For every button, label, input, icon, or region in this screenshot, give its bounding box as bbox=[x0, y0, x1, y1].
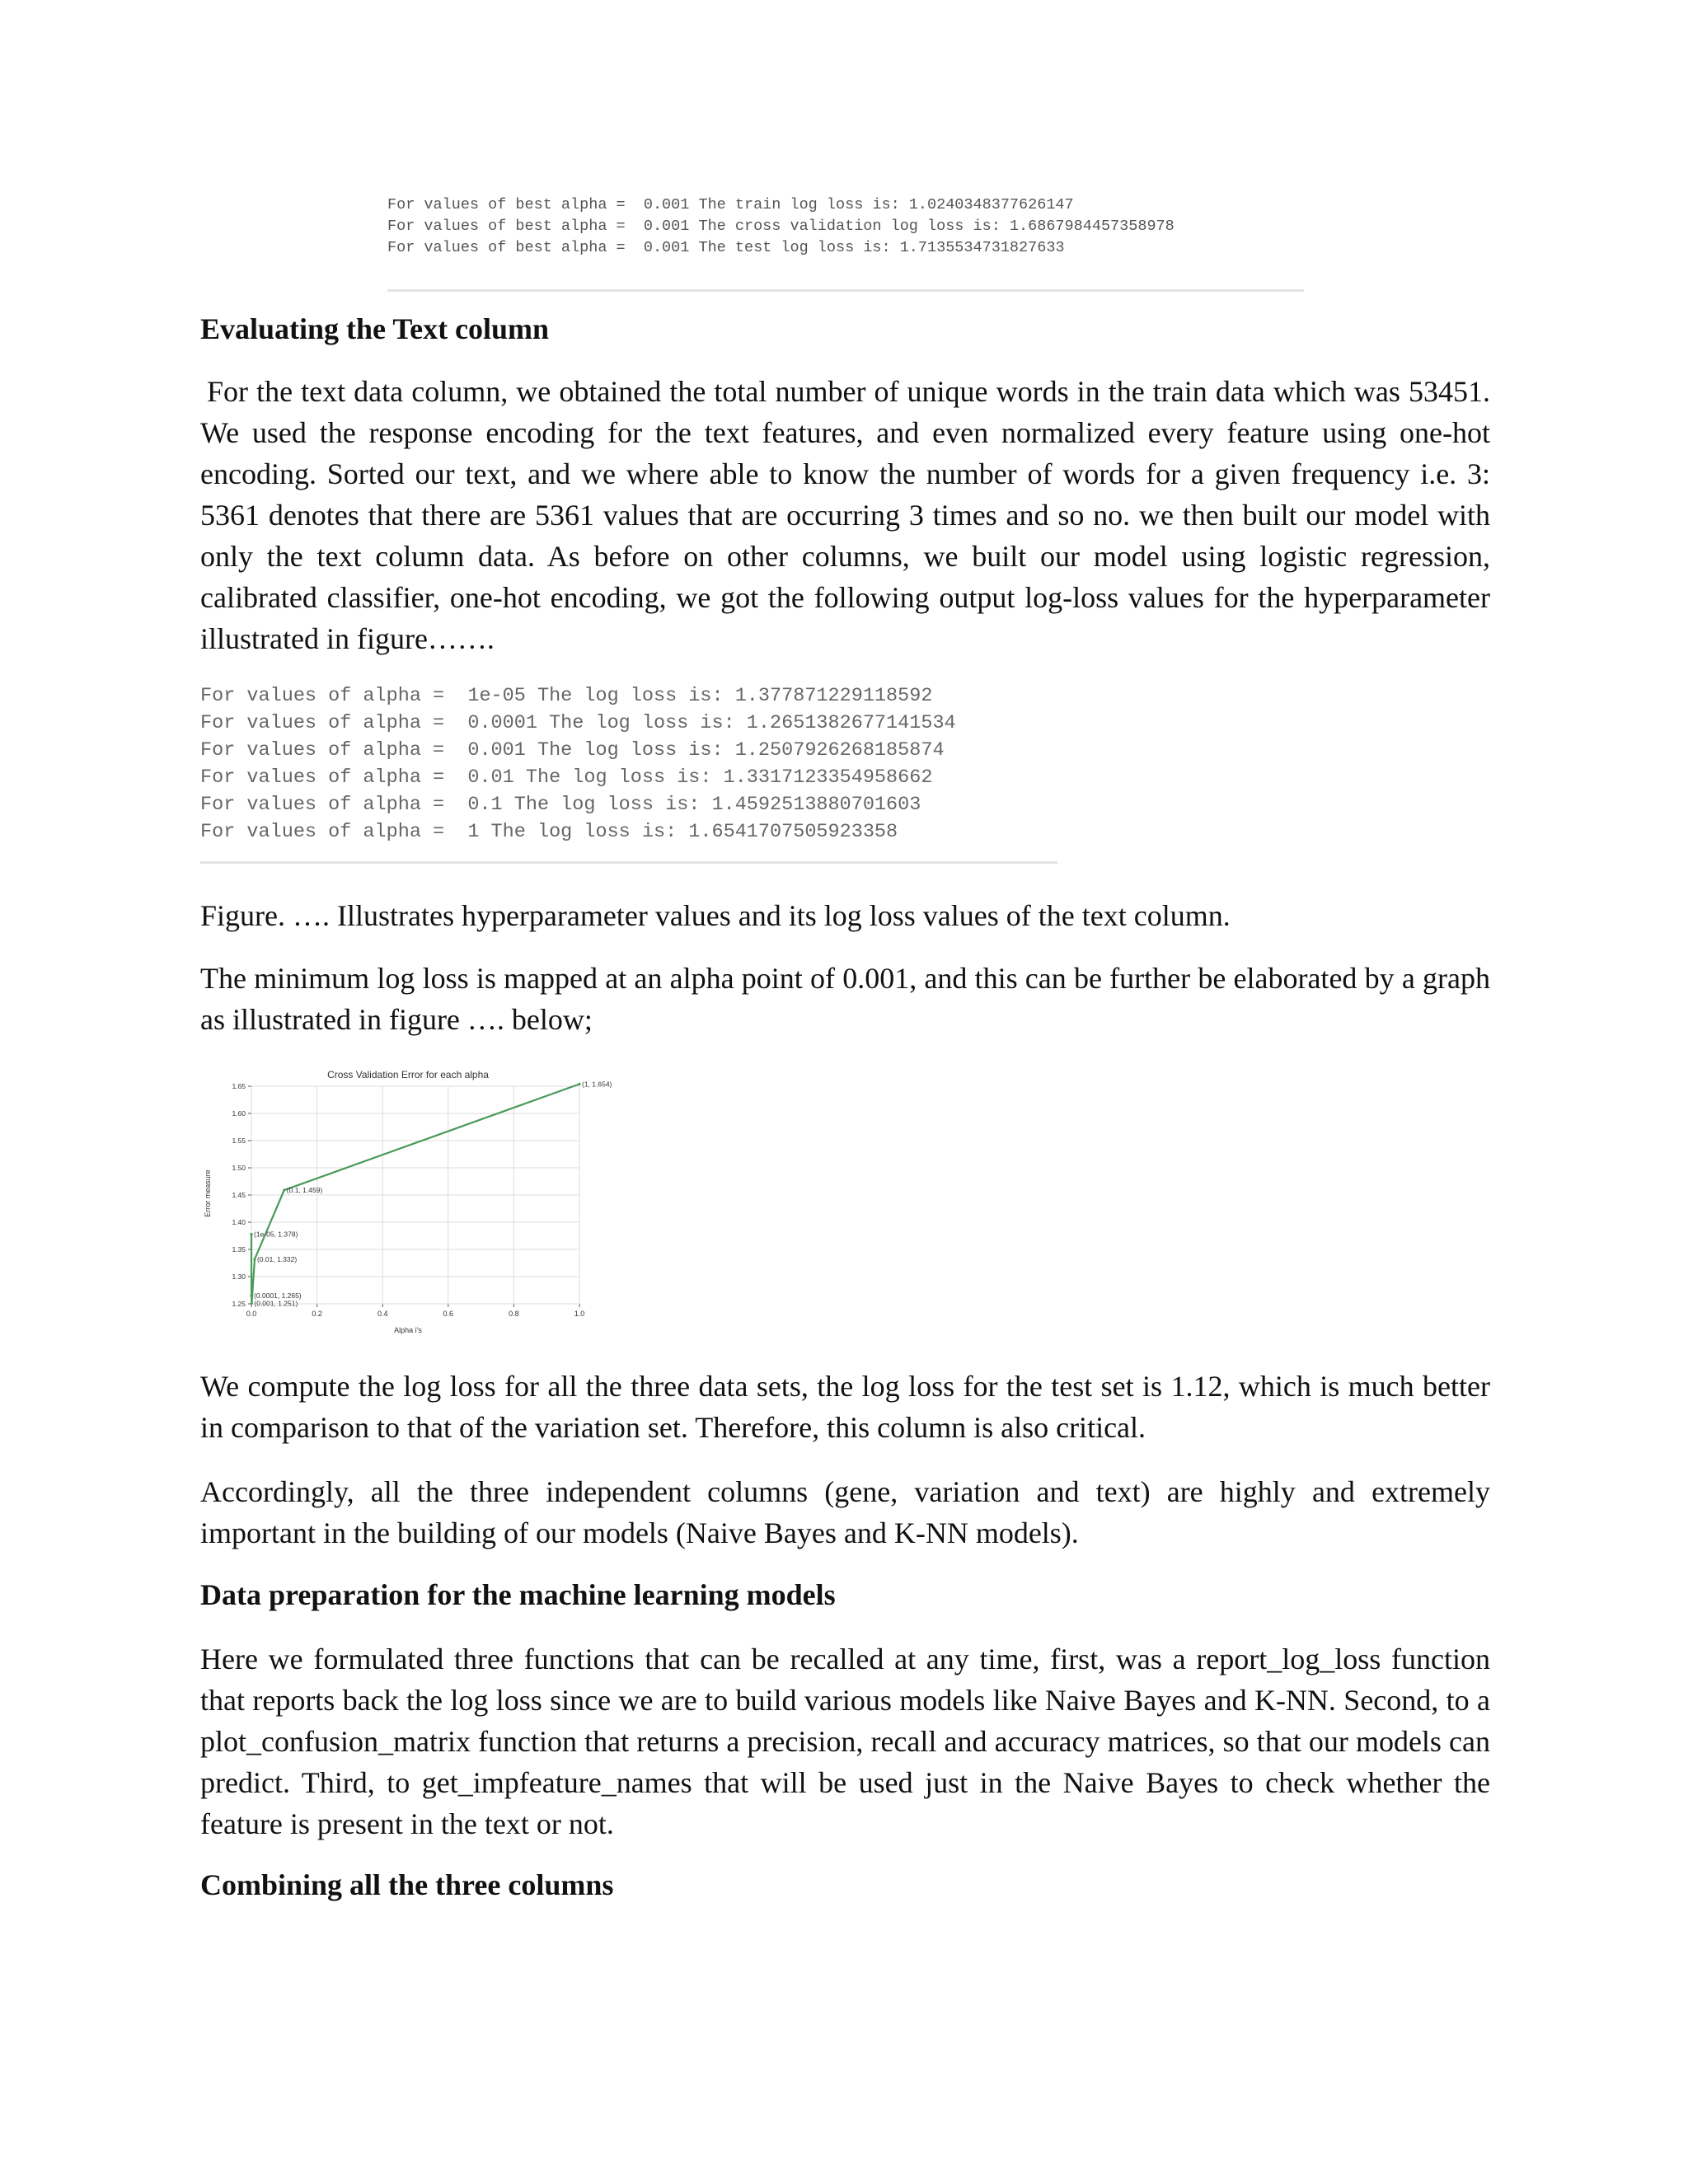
y-tick-label: 1.45 bbox=[232, 1191, 246, 1199]
chart-title: Cross Validation Error for each alpha bbox=[327, 1069, 489, 1080]
data-point-label: (1, 1.654) bbox=[582, 1080, 612, 1089]
y-tick-label: 1.30 bbox=[232, 1272, 246, 1281]
data-point bbox=[283, 1188, 285, 1191]
divider bbox=[387, 289, 1304, 292]
y-tick-label: 1.25 bbox=[232, 1300, 246, 1308]
code-line: For values of best alpha = 0.001 The test log loss is: 1.7135534731827633 bbox=[387, 239, 1065, 256]
paragraph-accordingly: Accordingly, all the three independent columns (gene, variation and text) are highly and extremely important in the building of our models (Naive Bayes and K-NN models). bbox=[200, 1475, 1490, 1549]
data-point bbox=[578, 1083, 580, 1085]
chart-xlabel: Alpha i's bbox=[394, 1326, 422, 1334]
y-tick-label: 1.35 bbox=[232, 1245, 246, 1254]
x-tick-label: 0.2 bbox=[312, 1310, 322, 1318]
y-tick-label: 1.40 bbox=[232, 1218, 246, 1226]
section-heading-data-prep: Data preparation for the machine learning models bbox=[200, 1578, 836, 1611]
chart-canvas bbox=[200, 1063, 629, 1339]
figure-caption: Figure. …. Illustrates hyperparameter values and its log loss values of the text column. bbox=[200, 899, 1231, 932]
paragraph-min-log-loss: The minimum log loss is mapped at an alpha point of 0.001, and this can be further be elaborated by a graph as illustrated in figure …. below; bbox=[200, 962, 1490, 1036]
code-line: For values of alpha = 1e-05 The log loss is: 1.377871229118592 bbox=[200, 685, 933, 707]
code-output-alpha-log-loss bbox=[200, 682, 1057, 864]
code-line: For values of alpha = 0.0001 The log loss is: 1.2651382677141534 bbox=[200, 712, 956, 734]
data-point-label: (0.1, 1.459) bbox=[286, 1186, 323, 1195]
divider bbox=[200, 861, 1057, 864]
data-point-label: (0.001, 1.251) bbox=[254, 1299, 298, 1308]
code-line: For values of best alpha = 0.001 The train log loss is: 1.0240348377626147 bbox=[387, 196, 1074, 213]
chart-ylabel: Error measure bbox=[204, 1169, 212, 1217]
y-tick-label: 1.55 bbox=[232, 1137, 246, 1145]
section-heading-combining: Combining all the three columns bbox=[200, 1868, 614, 1901]
x-tick-label: 0.8 bbox=[509, 1310, 519, 1318]
y-tick-label: 1.60 bbox=[232, 1109, 246, 1118]
data-point bbox=[250, 1233, 252, 1235]
paragraph-functions: Here we formulated three functions that can be recalled at any time, first, was a report_log_loss function that reports back the log loss since we are to build various models like Naive Bayes and K-NN. Second, to a plot_confusion_matrix function that returns a precision, recall and accuracy matrices, so that our models can predict. Third, to get_impfeature_names that will be used just in the Naive Bayes to check whether the feature is present in the text or not. bbox=[200, 1643, 1490, 1840]
cv-error-chart bbox=[200, 1063, 629, 1339]
data-point bbox=[250, 1295, 252, 1297]
y-tick-label: 1.65 bbox=[232, 1082, 246, 1090]
code-line: For values of alpha = 1 The log loss is: 1.6541707505923358 bbox=[200, 821, 898, 843]
data-point bbox=[251, 1302, 253, 1305]
paragraph-text-column: For the text data column, we obtained the total number of unique words in the train data which was 53451. We used the response encoding for the text features, and even normalized every feature using one-hot encoding. Sorted our text, and we where able to know the number of words for a given frequency i.e. 3: 5361 denotes that there are 5361 values that are occurring 3 times and so no. we then built our model with only the text column data. As before on other columns, we built our model using logistic regression, calibrated classifier, one-hot encoding, we got the following output log-loss values for the hyperparameter illustrated in figure……. bbox=[200, 375, 1490, 655]
code-line: For values of alpha = 0.001 The log loss is: 1.2507926268185874 bbox=[200, 739, 945, 762]
data-point-label: (0.01, 1.332) bbox=[256, 1254, 298, 1263]
paragraph-compute-log-loss: We compute the log loss for all the three data sets, the log loss for the test set is 1.12, which is much better in comparison to that of the variation set. Therefore, this column is also critical. bbox=[200, 1370, 1490, 1444]
code-line: For values of alpha = 0.01 The log loss is: 1.3317123354958662 bbox=[200, 766, 933, 789]
data-point bbox=[253, 1258, 256, 1260]
x-tick-label: 0.0 bbox=[246, 1310, 257, 1318]
data-point-label: (0.0001, 1.265) bbox=[254, 1291, 302, 1301]
x-tick-label: 0.4 bbox=[377, 1310, 388, 1318]
y-tick-label: 1.50 bbox=[232, 1164, 246, 1172]
section-heading-text-column: Evaluating the Text column bbox=[200, 312, 550, 345]
code-output-best-alpha bbox=[387, 194, 1304, 287]
data-point-label: (1e-05, 1.378) bbox=[254, 1230, 298, 1239]
code-line: For values of alpha = 0.1 The log loss is: 1.4592513880701603 bbox=[200, 794, 921, 816]
x-tick-label: 0.6 bbox=[443, 1310, 454, 1318]
code-line: For values of best alpha = 0.001 The cross validation log loss is: 1.6867984457358978 bbox=[387, 218, 1175, 235]
x-tick-label: 1.0 bbox=[574, 1310, 585, 1318]
